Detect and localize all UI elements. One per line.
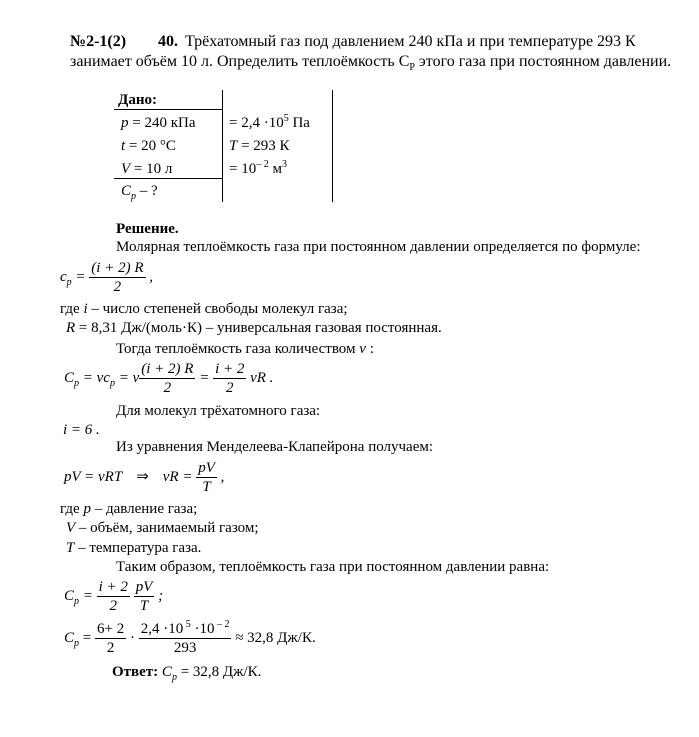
where-V: V – объём, занимаемый газом;	[66, 520, 259, 536]
si-T: T = 293 К	[229, 138, 290, 154]
problem-number: 40.	[158, 33, 178, 50]
given-find: $C_p$ – ?	[121, 183, 158, 202]
given-vline-left	[222, 90, 223, 202]
si-V: = $10^{- 2}$ $м^3$	[229, 159, 287, 177]
given-t: t = 20 °C	[121, 138, 176, 154]
given-title: Дано:	[118, 92, 157, 108]
where-p: где p – давление газа;	[60, 501, 198, 517]
problem-line1: Трёхатомный газ под давлением 240 кПа и при температуре 293 К	[185, 33, 636, 50]
where-i: где i – число степеней свободы молекул газа;	[60, 301, 348, 317]
given-V: V = 10 л	[121, 161, 173, 177]
solution-p2: Тогда теплоёмкость газа количеством ν :	[116, 341, 374, 357]
solution-p5: Таким образом, теплоёмкость газа при постоянном давлении равна:	[116, 559, 550, 575]
formula-4: $C_p$ = $\frac{i + 2}{2}$ $\frac{pV}{T}$ ;	[64, 579, 164, 614]
given-title-underline	[114, 109, 222, 110]
problem-line2: занимает объём 10 л. Определить теплоёмкость $C_P$ этого газа при постоянном давлении.	[70, 53, 672, 74]
formula-5: $C_p$ = $\frac{6+ 2}{2}$ · $\frac{2,4 \cdot 10 ^5 \cdot 10 ^{- 2}}{293}$ ≈ 32,8 Дж/К.	[64, 619, 316, 656]
given-vline-right	[332, 90, 333, 202]
si-p: = $2,4 \cdot 10^5$ Па	[229, 113, 310, 131]
R-definition: R = 8,31 Дж/(моль·К) – универсальная газовая постоянная.	[66, 320, 442, 336]
solution-p3: Для молекул трёхатомного газа:	[116, 403, 321, 419]
solution-p1: Молярная теплоёмкость газа при постоянном давлении определяется по формуле:	[116, 239, 641, 255]
where-T: T – температура газа.	[66, 540, 202, 556]
solution-title: Решение.	[116, 221, 179, 237]
formula-1: $c_p$ = $\frac{(i + 2) R}{2}$ ,	[60, 260, 153, 295]
formula-3: pV = νRT ⇒ νR = $\frac{pV}{T}$ ,	[64, 460, 225, 495]
problem-code: №2-1(2)	[70, 33, 127, 50]
given-divider	[114, 178, 222, 179]
i-value: i = 6 .	[63, 422, 100, 438]
answer: Ответ: $C_p = 32,8$ Дж/К.	[112, 664, 262, 683]
formula-2: $C_p = \nu c_p = \nu$ $\frac{(i + 2) R}{2}$ = $\frac{i + 2}{2}$ νR .	[64, 361, 274, 396]
given-p: p = 240 кПа	[121, 115, 196, 131]
solution-p4: Из уравнения Менделеева-Клапейрона получаем:	[116, 439, 434, 455]
